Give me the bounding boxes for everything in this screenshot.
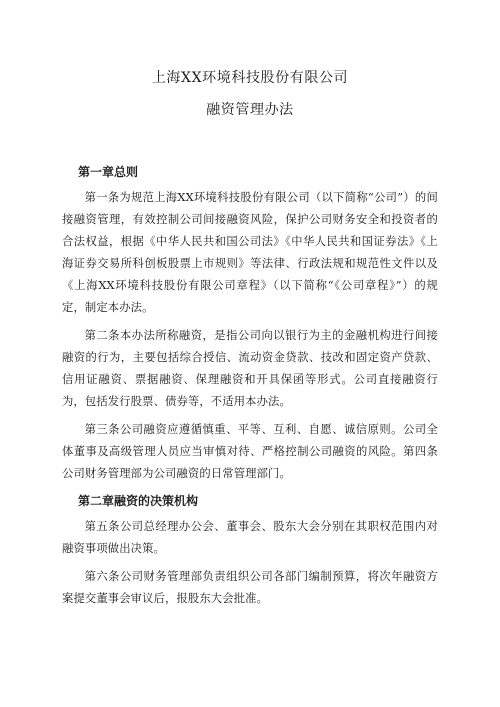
chapter-2 — [62, 493, 438, 610]
company-title: 上海XX环境科技股份有限公司 — [151, 70, 349, 86]
article-3-4: 第三条公司融资应遵循慎重、平等、互利、自愿、诚信原则。公司全体董事及高级管理人员应当审慎对待、严格控制公司融资的风险。第四条公司财务管理部为公司融资的日常管理部门。 — [62, 423, 438, 480]
chapter-heading: 第一章总则 — [78, 165, 139, 179]
title-block — [62, 68, 438, 120]
article-1: 第一条为规范上海XX环境科技股份有限公司（以下简称“公司”）的间接融资管理，有效控制公司间接融资风险，保护公司财务安全和投资者的合法权益，根据《中华人民共和国公司法》《中华人民共和国证券法》《上海证券交易所科创板股票上市规则》等法律、行政法规和规范性文件以及《上海XX环境科技股份有限公司章程》（以下简称“《公司章程》”）的规定，制定本办法。 — [62, 191, 438, 314]
article-5: 第五条公司总经理办公会、董事会、股东大会分别在其职权范围内对融资事项做出决策。 — [62, 520, 438, 555]
chapter-1 — [62, 164, 438, 485]
article-2: 第二条本办法所称融资，是指公司向以银行为主的金融机构进行间接融资的行为，主要包括综合授信、流动资金贷款、技改和固定资产贷款、信用证融资、票据融资、保理融资和开具保函等形式。公司直接融资行为，包括发行股票、债券等，不适用本办法。 — [62, 329, 438, 408]
document-title: 融资管理办法 — [206, 102, 294, 118]
article-6: 第六条公司财务管理部负责组织公司各部门编制预算，将次年融资方案提交董事会审议后，报股东大会批准。 — [62, 570, 438, 605]
chapter-heading: 第二章融资的决策机构 — [78, 494, 199, 508]
